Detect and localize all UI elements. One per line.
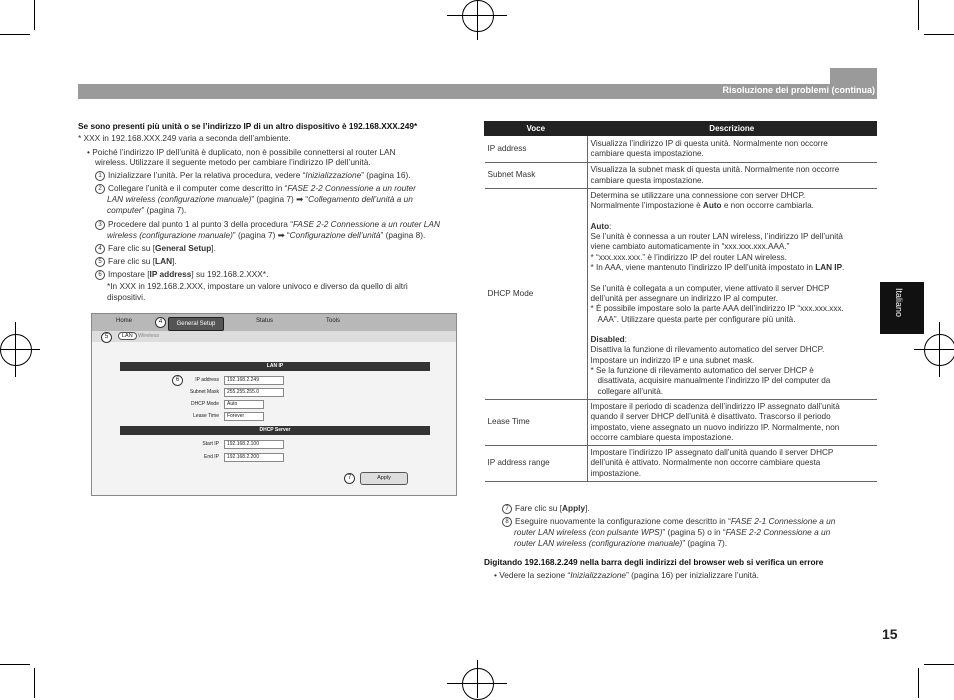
crop-mark <box>918 668 919 698</box>
language-label: Italiano <box>894 288 904 318</box>
step-number: 5 <box>95 257 105 267</box>
dhcp-server-section: DHCP Server <box>120 426 430 435</box>
crop-mark <box>34 668 35 698</box>
apply-button[interactable]: Apply <box>360 472 408 485</box>
bullet-text: • Poiché l’indirizzo IP dell’unità è duplicato, non è possibile connettersi al router LAN <box>87 147 396 157</box>
crop-mark <box>34 0 35 30</box>
crop-mark <box>924 664 954 665</box>
step-number: 2 <box>95 184 105 194</box>
crop-mark <box>914 349 954 350</box>
crop-mark <box>918 0 919 30</box>
row-key: IP address <box>485 136 588 163</box>
bullet-text: wireless. Utilizzare il seguente metodo per cambiare l’indirizzo IP dell’unità. <box>95 157 371 167</box>
table-row <box>485 189 877 400</box>
step-2-line: LAN wireless (configurazione manuale)” (pagina 7) ➡ “Collegamento dell’unità a un <box>107 194 413 204</box>
lease-time-select[interactable]: Forever <box>224 412 264 421</box>
bullet-text: • Vedere la sezione “Inizializzazione” (pagina 16) per inizializzare l’unità. <box>494 570 759 580</box>
column-header-voce: Voce <box>485 122 588 136</box>
tab-status[interactable]: Status <box>256 318 274 324</box>
dhcp-mode-select[interactable]: Auto <box>224 400 264 409</box>
field-label-ip: IP address <box>195 377 219 383</box>
end-ip-input[interactable]: 192.168.2.200 <box>224 453 284 462</box>
step-number: 6 <box>95 270 105 280</box>
section-heading-2: Digitando 192.168.2.249 nella barra degli indirizzi del browser web si verifica un errore <box>484 557 824 567</box>
step-8-line: router LAN wireless (con pulsante WPS)” (pagina 5) o in “FASE 2-2 Connessione a un <box>514 527 831 537</box>
lan-ip-section: LAN IP <box>120 362 430 371</box>
row-value: Determina se utilizzare una connessione con server DHCP. Normalmente l’impostazione è Auto e non occorre cambiarla. Auto: Se l’unità è connessa a un router LAN wireless, l’indirizzo IP dell’unità viene cambiato automaticamente in “xxx.xxx.xxx.AAA.” * “xxx.xxx.xxx.” è l’indirizzo IP del router LAN wireless. * In AAA, viene mantenuto l’indirizzo IP dell’unità impostato in LAN IP. Se l’unità è collegata a un computer, viene attivato il server DHCP dell’unità per assegnare un indirizzo IP al computer. * È possibile impostare solo la parte AAA dell’indirizzo IP “xxx.xxx.xxx. AAA”. Utilizzare questa parte per configurare più unità. Disabled: Disattiva la funzione di rilevamento automatico del server DHCP. Impostare un indirizzo IP e una subnet mask. * Se la funzione di rilevamento automatico del server DHCP è disattivata, acquisire manualmente l’indirizzo IP del computer da collegare all’unità. <box>587 189 877 400</box>
row-value: Visualizza la subnet mask di questa unità. Normalmente non occorre cambiare questa impostazione. <box>587 163 877 189</box>
crop-mark <box>447 15 507 16</box>
step-3-line: wireless (configurazione manuale)” (pagina 7) ➡ “Configurazione dell’unità” (pagina 8). <box>107 230 426 240</box>
step-1: 1 Inizializzare l’unità. Per la relativa procedura, vedere “Inizializzazione” (pagina 16). <box>95 170 411 181</box>
row-key: Subnet Mask <box>485 163 588 189</box>
router-sub-bar <box>92 331 456 342</box>
crop-mark <box>924 34 954 35</box>
table-row <box>485 446 877 482</box>
registration-mark <box>462 668 494 700</box>
step-7: 7 Fare clic su [Apply]. <box>502 503 590 514</box>
start-ip-input[interactable]: 192.168.2.100 <box>224 440 284 449</box>
row-value: Visualizza l’indirizzo IP di questa unità. Normalmente non occorre cambiare questa impostazione. <box>587 136 877 163</box>
step-number: 8 <box>502 517 512 527</box>
subtab-lan[interactable]: LAN <box>118 332 137 340</box>
registration-mark <box>462 0 494 32</box>
tab-general-setup[interactable]: General Setup <box>168 317 224 331</box>
step-6-note: *In XXX in 192.168.2.XXX, impostare un valore univoco e diverso da quello di altri <box>107 281 408 291</box>
language-tab <box>880 282 924 334</box>
step-number: 4 <box>95 244 105 254</box>
page-header-title: Risoluzione dei problemi (continua) <box>722 85 875 95</box>
footnote: * XXX in 192.168.XXX.249 varia a seconda dell’ambiente. <box>78 133 291 143</box>
row-key: IP address range <box>485 446 588 482</box>
ip-address-input[interactable]: 192.168.2.249 <box>224 376 284 385</box>
step-6-note: dispositivi. <box>107 292 146 302</box>
step-5: 5 Fare clic su [LAN]. <box>95 256 177 267</box>
step-2-line: computer” (pagina 7). <box>107 205 187 215</box>
tab-home[interactable]: Home <box>116 318 133 324</box>
row-value: Impostare il periodo di scadenza dell’indirizzo IP assegnato dall’unità quando il server DHCP dell’unità è disattivato. Trascorso il periodo impostato, viene assegnato un nuovo indirizzo IP. Normalmente, non occorre cambiare questa impostazione. <box>587 399 877 445</box>
callout-6: 6 <box>172 375 183 386</box>
crop-mark <box>0 34 30 35</box>
settings-table <box>484 121 877 482</box>
subtab-wireless[interactable]: Wireless <box>138 333 160 339</box>
router-config-screenshot <box>91 313 457 496</box>
step-3: 3 Procedere dal punto 1 al punto 3 della procedura “FASE 2-2 Connessione a un router LAN <box>95 219 440 230</box>
row-key: Lease Time <box>485 399 588 445</box>
table-row <box>485 136 877 163</box>
header-tab <box>830 68 877 85</box>
crop-mark <box>0 664 30 665</box>
table-row <box>485 399 877 445</box>
crop-mark <box>447 683 507 684</box>
field-label-dhcp: DHCP Mode <box>191 401 219 407</box>
registration-mark <box>0 334 32 366</box>
row-value: Impostare l’indirizzo IP assegnato dall’unità quando il server DHCP dell’unità è attivato. Normalmente non occorre cambiare questa impostazione. <box>587 446 877 482</box>
field-label-lease: Lease Time <box>193 413 219 419</box>
field-label-subnet: Subnet Mask <box>189 389 219 395</box>
row-key: DHCP Mode <box>485 189 588 400</box>
page-number: 15 <box>882 626 898 642</box>
subnet-mask-input[interactable]: 255.255.255.0 <box>224 388 284 397</box>
crop-mark <box>939 322 940 377</box>
crop-mark <box>0 349 40 350</box>
crop-mark <box>477 660 478 698</box>
callout-5: 5 <box>101 332 112 343</box>
section-heading: Se sono presenti più unità o se l’indirizzo IP di un altro dispositivo è 192.168.XXX.249* <box>78 121 418 131</box>
step-2: 2 Collegare l’unità e il computer come descritto in “FASE 2-2 Connessione a un router <box>95 183 416 194</box>
step-number: 1 <box>95 171 105 181</box>
step-8: 8 Eseguire nuovamente la configurazione come descritto in “FASE 2-1 Connessione a un <box>502 516 835 527</box>
step-number: 7 <box>502 504 512 514</box>
step-4: 4 Fare clic su [General Setup]. <box>95 243 216 254</box>
router-nav-bar <box>92 314 456 331</box>
field-label-end-ip: End IP <box>203 454 219 460</box>
step-8-line: router LAN wireless (configurazione manuale)” (pagina 7). <box>514 538 728 548</box>
callout-7: 7 <box>344 473 355 484</box>
callout-4: 4 <box>155 317 166 328</box>
tab-tools[interactable]: Tools <box>326 318 341 324</box>
step-number: 3 <box>95 220 105 230</box>
crop-mark <box>477 0 478 40</box>
crop-mark <box>15 322 16 377</box>
table-row <box>485 163 877 189</box>
step-6: 6 Impostare [IP address] su 192.168.2.XXX*. <box>95 269 268 280</box>
column-header-descrizione: Descrizione <box>587 122 877 136</box>
field-label-start-ip: Start IP <box>202 441 219 447</box>
